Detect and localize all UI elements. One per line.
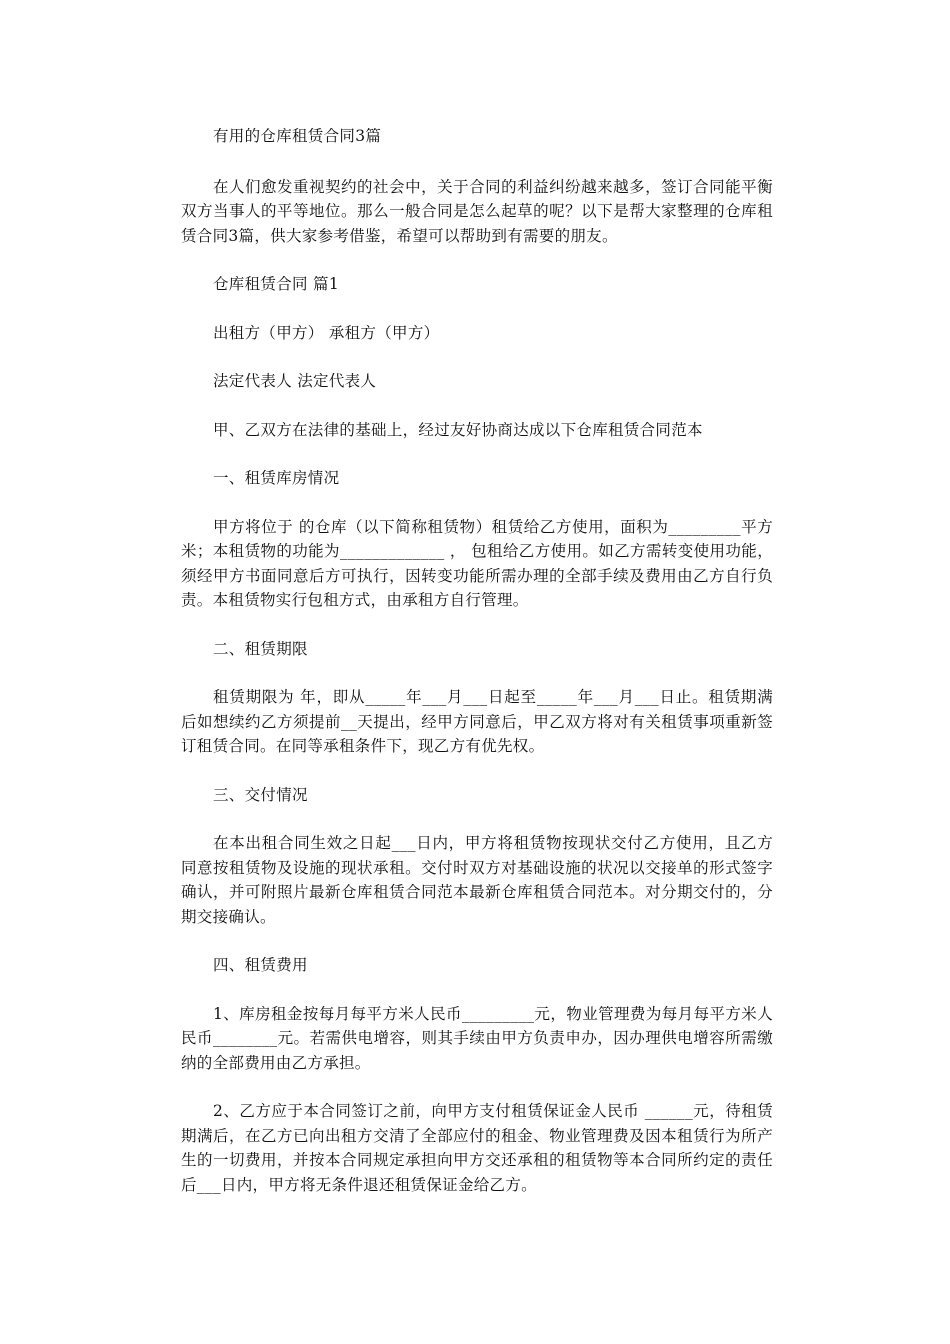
- preamble-paragraph: 甲、乙双方在法律的基础上，经过友好协商达成以下仓库租赁合同范本: [213, 420, 703, 439]
- section-heading: 仓库租赁合同 篇1: [213, 275, 339, 293]
- clause-3-heading: 三、交付情况: [213, 785, 308, 804]
- clause-4-item-1: 1、库房租金按每月每平方米人民币_________元，物业管理费为每月每平方米人民币________元。若需供电增容，则其手续由甲方负责申办，因办理供电增容所需缴纳的全部费用由乙方承担。: [181, 1004, 773, 1072]
- clause-2-body: 租赁期限为 年，即从_____年___月___日起至_____年___月___日止。租赁期满后如想续约乙方须提前__天提出，经甲方同意后，甲乙双方将对有关租赁事项重新签订租赁合同。在同等承租条件下，现乙方有优先权。: [181, 688, 773, 755]
- intro-paragraph: 在人们愈发重视契约的社会中，关于合同的利益纠纷越来越多，签订合同能平衡双方当事人的平等地位。那么一般合同是怎么起草的呢？以下是帮大家整理的仓库租赁合同3篇，供大家参考借鉴，希望可以帮助到有需要的朋友。: [181, 177, 773, 245]
- clause-1-heading: 一、租赁库房情况: [213, 469, 340, 487]
- clause-1-body: 甲方将位于 的仓库（以下简称租赁物）租赁给乙方使用，面积为_________平方米；本租赁物的功能为_____________ ， 包租给乙方使用。如乙方需转变使用功能，须经甲方书面同意后方可执行，因转变功能所需办理的全部手续及费用由乙方自行负责。本租赁物实行包租方式，由承租方自行管理。: [181, 517, 773, 609]
- document-page: [181, 124, 773, 1197]
- clause-4-heading: 四、租赁费用: [213, 956, 308, 974]
- document-title: 有用的仓库租赁合同3篇: [213, 127, 382, 145]
- clause-2-heading: 二、租赁期限: [213, 639, 308, 658]
- clause-3-body: 在本出租合同生效之日起___日内，甲方将租赁物按现状交付乙方使用，且乙方同意按租赁物及设施的现状承租。交付时双方对基础设施的状况以交接单的形式签字确认，并可附照片最新仓库租赁合同范本最新仓库租赁合同范本。对分期交付的，分期交接确认。: [181, 834, 773, 926]
- clause-4-item-2: 2、乙方应于本合同签订之前，向甲方支付租赁保证金人民币 ______元，待租赁期满后，在乙方已向出租方交清了全部应付的租金、物业管理费及因本租赁行为所产生的一切费用，并按本合同规定承担向甲方交还承租的租赁物等本合同所约定的责任后___日内，甲方将无条件退还租赁保证金给乙方。: [181, 1102, 773, 1194]
- representatives-line: 法定代表人 法定代表人: [213, 372, 377, 390]
- parties-line: 出租方（甲方） 承租方（甲方）: [213, 323, 440, 342]
